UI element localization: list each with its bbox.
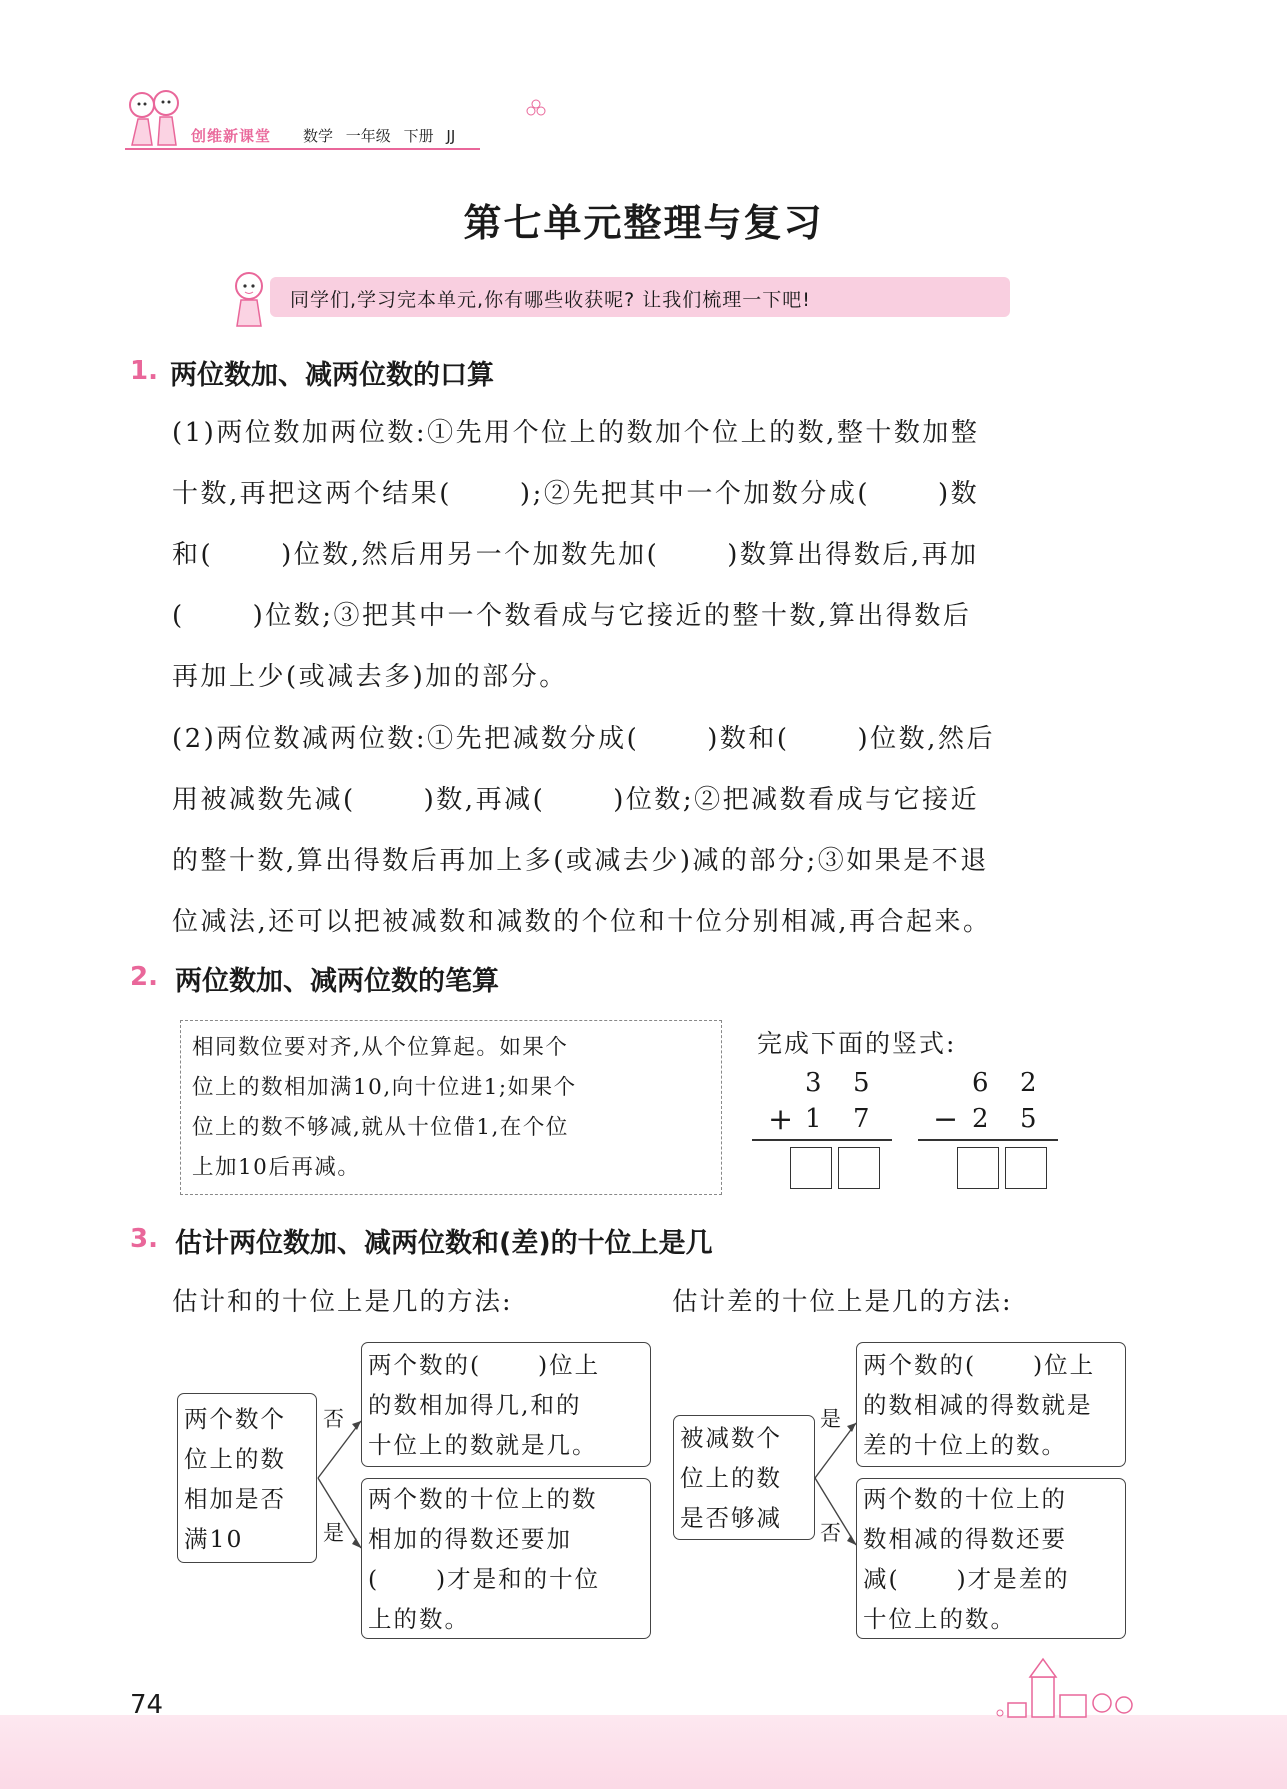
text-line: 十数,再把这两个结果( );②先把其中一个加数分成( )数 [172,479,980,509]
sub-top-tens: 6 [972,1068,989,1098]
header-grade: 一年级 [345,127,391,145]
box-line: 位上的数 [680,1464,782,1492]
section-2-title: 两位数加、减两位数的笔算 [175,966,499,997]
box-line: 位上的数 [184,1445,286,1473]
box-line: 数相减的得数还要 [863,1525,1067,1553]
section-1-title: 两位数加、减两位数的口算 [170,360,494,391]
sum-yes-label: 是 [323,1521,344,1545]
box-line: 相加是否 [184,1485,286,1513]
add-bottom-ones: 7 [853,1104,870,1134]
diff-question-box [673,1415,815,1540]
text-line: 再加上少(或减去多)加的部分。 [172,662,568,692]
box-line: 的数相减的得数就是 [863,1391,1093,1419]
sub-bottom-ones: 5 [1020,1104,1037,1134]
box-line: 两个数个 [184,1405,286,1433]
box-line: 差的十位上的数。 [863,1431,1067,1459]
diff-yes-label: 是 [820,1407,841,1431]
add-bottom-tens: 1 [805,1104,822,1134]
intro-text: 同学们,学习完本单元,你有哪些收获呢? 让我们梳理一下吧! [290,289,811,311]
rule-line: 位上的数不够减,就从十位借1,在个位 [192,1115,569,1140]
header-edition: JJ [446,127,456,145]
box-line: 两个数的( )位上 [863,1351,1096,1379]
footer-band [0,1715,1287,1789]
box-line: 的数相加得几,和的 [368,1391,582,1419]
vertical-calc-instruction: 完成下面的竖式: [757,1029,957,1058]
section-2-number: 2. [130,962,158,992]
header-volume: 下册 [403,127,434,145]
text-line: (1)两位数加两位数:①先用个位上的数加个位上的数,整十数加整 [172,418,980,448]
rule-line: 相同数位要对齐,从个位算起。如果个 [192,1035,569,1060]
text-line: 用被减数先减( )数,再减( )位数;②把减数看成与它接近 [172,785,980,815]
minus-sign: − [933,1102,959,1137]
page-title: 第七单元整理与复习 [463,201,824,245]
castle-decoration-icon [990,1655,1150,1725]
rule-line: 上加10后再减。 [192,1155,361,1180]
header-subject: 数学 [303,127,334,145]
page-number: 74 [130,1690,164,1720]
sub-bottom-tens: 2 [972,1104,989,1134]
sum-yes-result-box [361,1478,651,1639]
plus-sign: + [768,1102,794,1137]
diff-no-result-box [856,1478,1126,1639]
diff-method-title: 估计差的十位上是几的方法: [672,1287,1013,1317]
add-top-ones: 5 [853,1068,870,1098]
text-line: 位减法,还可以把被减数和减数的个位和十位分别相减,再合起来。 [172,907,992,937]
text-line: 的整十数,算出得数后再加上多(或减去少)减的部分;③如果是不退 [172,846,989,876]
sum-no-label: 否 [323,1407,344,1431]
sum-no-result-box [361,1342,651,1467]
box-line: 是否够减 [680,1504,782,1532]
section-3-title: 估计两位数加、减两位数和(差)的十位上是几 [175,1228,713,1259]
box-line: 两个数的十位上的数 [368,1485,598,1513]
box-line: 十位上的数就是几。 [368,1431,598,1459]
section-3-number: 3. [130,1224,158,1254]
box-line: 相加的得数还要加 [368,1525,572,1553]
box-line: 上的数。 [368,1605,470,1633]
box-line: 两个数的十位上的 [863,1485,1067,1513]
header-brand: 创维新课堂 [191,127,272,145]
text-line: (2)两位数减两位数:①先把减数分成( )数和( )位数,然后 [172,724,995,754]
rule-line: 位上的数相加满10,向十位进1;如果个 [192,1075,577,1100]
box-line: ( )才是和的十位 [368,1565,601,1593]
sub-top-ones: 2 [1020,1068,1037,1098]
add-top-tens: 3 [805,1068,822,1098]
sum-method-title: 估计和的十位上是几的方法: [172,1287,513,1317]
diff-yes-result-box [856,1342,1126,1467]
section-1-number: 1. [130,356,158,386]
text-line: ( )位数;③把其中一个数看成与它接近的整十数,算出得数后 [172,601,972,631]
text-line: 和( )位数,然后用另一个加数先加( )数算出得数后,再加 [172,540,979,570]
box-line: 减( )才是差的 [863,1565,1070,1593]
box-line: 满10 [184,1525,244,1553]
box-line: 被减数个 [680,1424,782,1452]
diff-no-label: 否 [820,1521,841,1545]
box-line: 两个数的( )位上 [368,1351,601,1379]
box-line: 十位上的数。 [863,1605,1016,1633]
sum-question-box [177,1393,317,1563]
